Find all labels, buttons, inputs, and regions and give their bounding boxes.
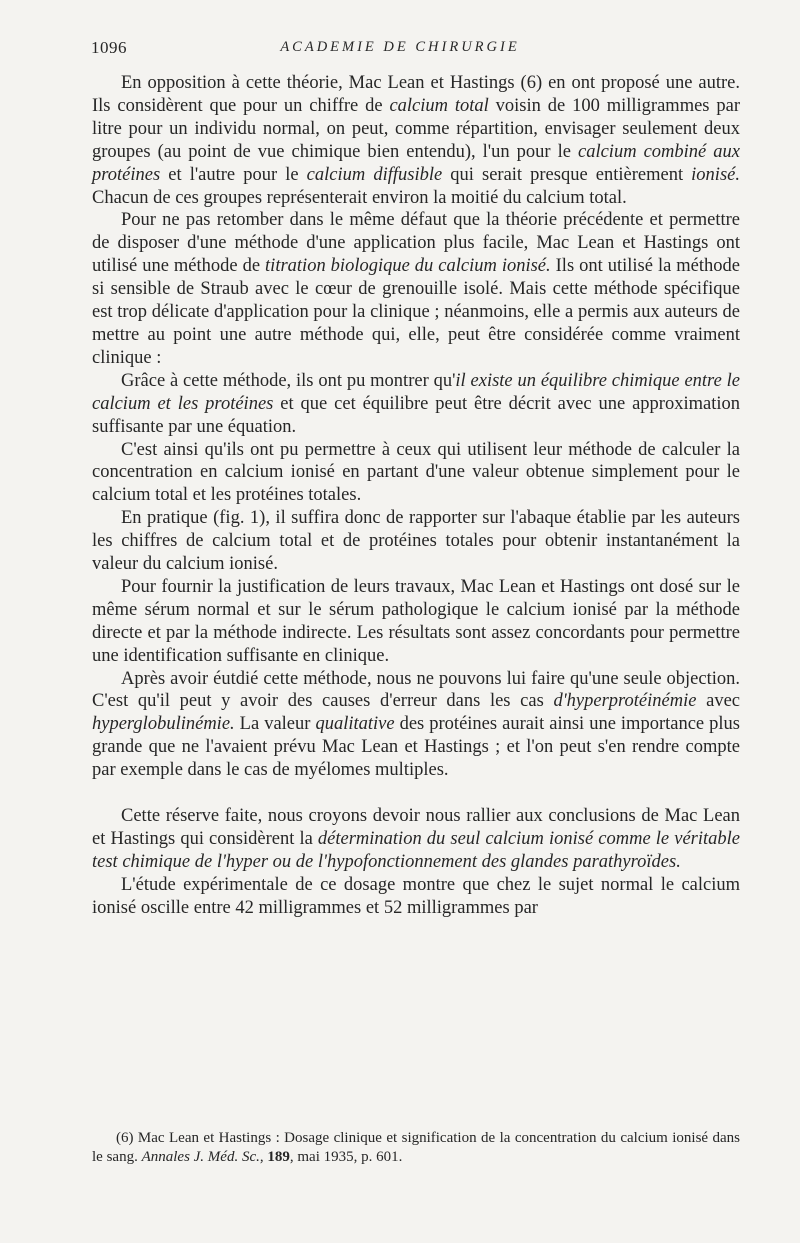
text-run: voisin de 100 milligrammes par litre pour un individu normal, on peut, comme répartition, envisager seulement deux groupes (au point de vue chimique bien entendu), l'un pour le	[92, 95, 740, 162]
text-run: Cette réserve faite, nous croyons devoir nous rallier aux conclusions de Mac Lean et Hastings qui considèrent la	[92, 806, 740, 849]
running-title: ACADEMIE DE CHIRURGIE	[280, 39, 520, 55]
italic-run: Annales J. Méd. Sc.	[141, 1148, 260, 1165]
text-run: En pratique (fig. 1), il suffira donc de rapporter sur l'abaque établie par les auteurs les chiffres de calcium total et de protéines totales pour obtenir instantanément la valeur du calcium ionisé.	[92, 508, 740, 575]
text-run: (6) Mac Lean et Hastings : Dosage clinique et signification de la concentration du calcium ionisé dans le sang.	[92, 1130, 740, 1165]
italic-run: titration biologique du calcium ionisé.	[265, 256, 551, 277]
italic-run: d'hyperprotéinémie	[553, 691, 697, 712]
paragraph	[92, 805, 740, 874]
paragraph	[92, 72, 740, 209]
text-run: et l'autre pour le	[160, 164, 307, 185]
paragraph	[92, 370, 740, 439]
paragraph	[92, 874, 740, 920]
paragraph	[92, 209, 740, 369]
paragraph	[92, 507, 740, 576]
text-run: avec	[696, 691, 740, 712]
text-run: Ils ont utilisé la méthode si sensible de Straub avec le cœur de grenouille isolé. Mais cette méthode spécifique est trop délicate d'application pour la clinique ; néanmoins, elle a permis aux auteurs de mettre au point une autre méthode qui, elle, peut être considérée comme vraiment clinique :	[92, 256, 740, 368]
italic-run: il existe un équilibre chimique entre le calcium et les protéines	[92, 370, 740, 414]
italic-run: calcium total	[389, 95, 489, 116]
text-run: La valeur	[234, 714, 316, 735]
text-run: Grâce à cette méthode, ils ont pu montrer qu'	[121, 370, 456, 391]
italic-run: qualitative	[315, 714, 395, 735]
text-run: des protéines aurait ainsi une importance plus grande que ne l'avaient prévu Mac Lean et Hastings ; et l'on peut s'en rendre compte par exemple dans le cas de myélomes multiples.	[92, 714, 740, 781]
italic-run: ionisé.	[691, 164, 740, 185]
paragraph	[92, 668, 740, 783]
italic-run: calcium combiné aux protéines	[92, 141, 741, 185]
text-run: L'étude expérimentale de ce dosage montre que chez le sujet normal le calcium ionisé oscille entre 42 milligrammes et 52 milligrammes par	[92, 874, 740, 918]
page-header	[0, 38, 800, 62]
text-run: et que cet équilibre peut être décrit avec une approximation suffisante par une équation.	[92, 393, 740, 437]
footnote	[92, 1129, 740, 1166]
paragraph	[92, 439, 740, 508]
text-run: ,	[259, 1148, 268, 1165]
text-run: , mai 1935, p. 601.	[289, 1148, 403, 1165]
bold-run: 189	[267, 1148, 290, 1165]
text-run: qui serait presque entièrement	[442, 164, 692, 185]
page-number: 1096	[91, 38, 127, 57]
italic-run: calcium diffusible	[306, 164, 443, 185]
body-text	[92, 72, 740, 920]
text-run: Pour ne pas retomber dans le même défaut que la théorie précédente et permettre de disposer d'une méthode d'une application plus facile, Mac Lean et Hastings ont utilisé une méthode de	[92, 210, 740, 277]
text-run: C'est ainsi qu'ils ont pu permettre à ceux qui utilisent leur méthode de calculer la concentration en calcium ionisé en partant d'une valeur obtenue simplement pour le calcium total et les protéines totales.	[92, 439, 740, 506]
italic-run: hyperglobulinémie.	[92, 714, 235, 735]
italic-run: détermination du seul calcium ionisé comme le véritable test chimique de l'hyper ou de l'hypofonctionnement des glandes parathyroïdes.	[92, 829, 740, 872]
text-run: Chacun de ces groupes représenterait environ la moitié du calcium total.	[92, 187, 627, 208]
text-run: Après avoir éutdié cette méthode, nous ne pouvons lui faire qu'une seule objection. C'est qu'il peut y avoir des causes d'erreur dans les cas	[92, 668, 740, 712]
section-gap	[92, 782, 740, 805]
paragraph	[92, 576, 740, 668]
text-run: En opposition à cette théorie, Mac Lean et Hastings (6) en ont proposé une autre. Ils considèrent que pour un chiffre de	[92, 73, 740, 116]
text-run: Pour fournir la justification de leurs travaux, Mac Lean et Hastings ont dosé sur le même sérum normal et sur le sérum pathologique le calcium ionisé par la méthode directe et par la méthode indirecte. Les résultats sont assez concordants pour permettre une identification suffisante en clinique.	[92, 576, 740, 666]
